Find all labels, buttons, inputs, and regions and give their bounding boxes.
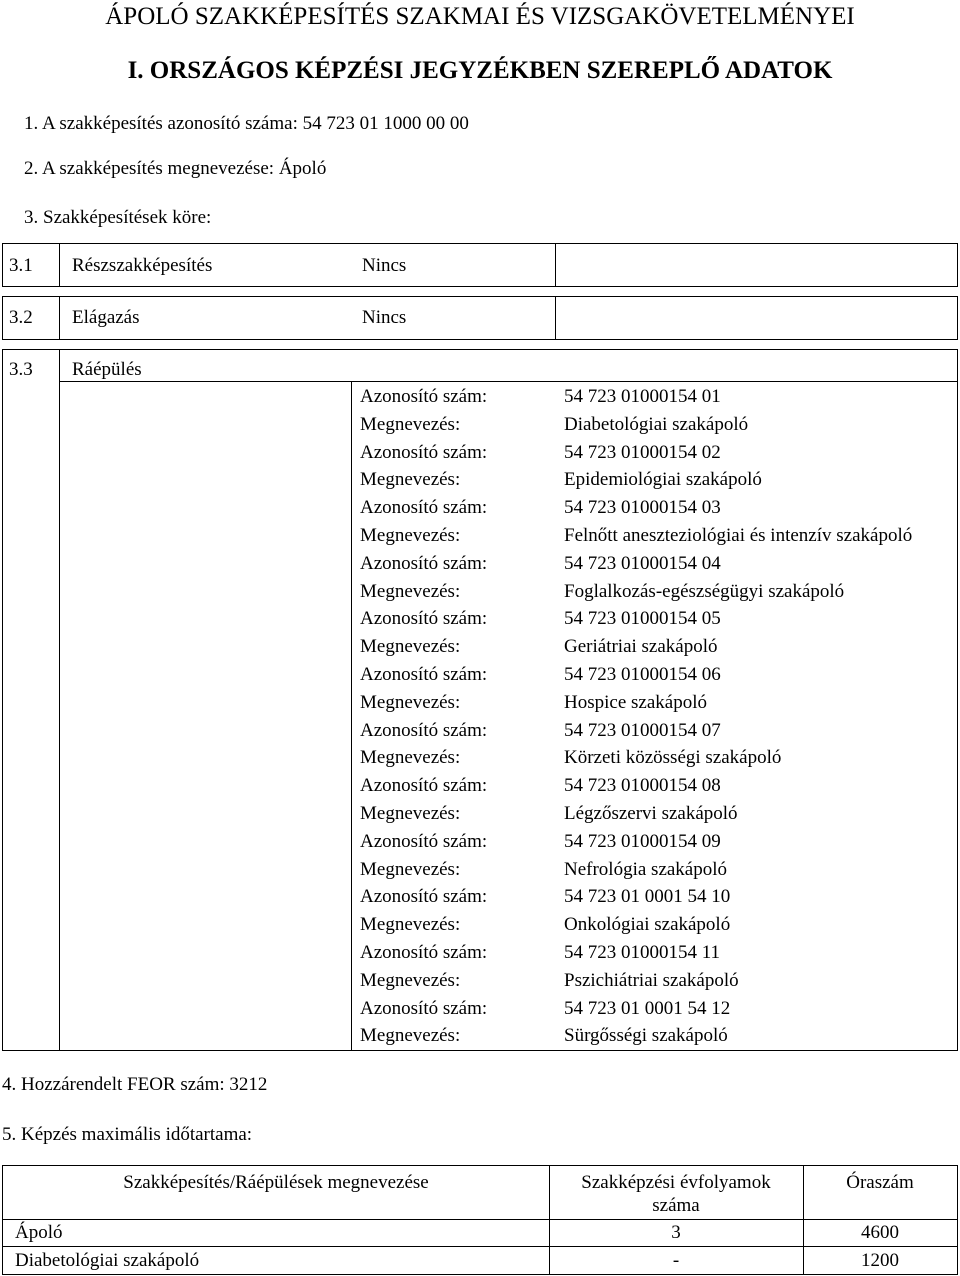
duration-table: [2, 1165, 958, 1275]
row-1-name: Ápoló: [15, 1222, 63, 1243]
raepules-id-value: 54 723 01000154 02: [564, 441, 721, 463]
raepules-name-value: Légzőszervi szakápoló: [564, 803, 738, 824]
raepules-id-value: 54 723 01000154 04: [564, 552, 721, 574]
raepules-name-value: Felnőtt aneszteziológiai és intenzív szakápoló: [564, 525, 913, 546]
qualification-id-line: 1. A szakképesítés azonosító száma: 54 723 01 1000 00 00: [24, 113, 469, 134]
raepules-name-label: Megnevezés:: [360, 691, 461, 713]
raepules-name-label: Megnevezés:: [360, 747, 461, 769]
raepules-name-label: Megnevezés:: [360, 858, 461, 880]
row-3-1-value: Nincs: [362, 255, 407, 276]
row-3-2-label: Elágazás: [72, 307, 140, 328]
row-3-2-value: Nincs: [362, 307, 407, 328]
raepules-id-label: Azonosító szám:: [360, 830, 488, 852]
raepules-id-value: 54 723 01000154 06: [564, 664, 721, 685]
raepules-name-label: Megnevezés:: [360, 413, 461, 435]
raepules-id-value: 54 723 01000154 07: [564, 719, 721, 741]
raepules-id-label: Azonosító szám:: [360, 386, 488, 407]
document-title: ÁPOLÓ SZAKKÉPESÍTÉS SZAKMAI ÉS VIZSGAKÖVETELMÉNYEI: [105, 3, 855, 30]
raepules-id-label: Azonosító szám:: [360, 497, 488, 519]
raepules-id-value: 54 723 01000154 11: [564, 942, 721, 963]
raepules-name-label: Megnevezés:: [360, 969, 461, 991]
raepules-name-label: Megnevezés:: [360, 914, 461, 936]
raepules-id-label: Azonosító szám:: [360, 552, 488, 574]
raepules-name-value: Sürgősségi szakápoló: [564, 1025, 728, 1047]
raepules-name-value: Epidemiológiai szakápoló: [564, 469, 762, 491]
row-3-3-label: Ráépülés: [72, 359, 142, 380]
document-subtitle: I. ORSZÁGOS KÉPZÉSI JEGYZÉKBEN SZEREPLŐ ADATOK: [127, 57, 833, 84]
raepules-id-value: 54 723 01000154 09: [564, 830, 721, 852]
raepules-name-value: Onkológiai szakápoló: [564, 914, 731, 936]
raepules-name-label: Megnevezés:: [360, 1025, 461, 1047]
raepules-id-label: Azonosító szám:: [360, 664, 488, 685]
max-duration-line: 5. Képzés maximális időtartama:: [2, 1124, 253, 1145]
header-years-line2: száma: [652, 1195, 700, 1216]
row-1-hours: 4600: [861, 1222, 899, 1243]
raepules-name-value: Geriátriai szakápoló: [564, 636, 718, 658]
raepules-id-value: 54 723 01 0001 54 10: [564, 886, 731, 908]
row-2-hours: 1200: [861, 1250, 899, 1271]
raepules-name-value: Nefrológia szakápoló: [564, 858, 728, 880]
raepules-id-label: Azonosító szám:: [360, 608, 488, 630]
raepules-id-value: 54 723 01000154 05: [564, 608, 721, 630]
raepules-id-label: Azonosító szám:: [360, 997, 488, 1019]
row-3-3-number: 3.3: [9, 359, 33, 380]
raepules-name-value: Pszichiátriai szakápoló: [564, 969, 739, 991]
header-hours: Óraszám: [846, 1172, 914, 1193]
raepules-name-label: Megnevezés:: [360, 580, 461, 602]
row-3-2-box: [2, 296, 958, 340]
raepules-id-value: 54 723 01000154 08: [564, 775, 721, 797]
raepules-name-value: Foglalkozás-egészségügyi szakápoló: [564, 580, 845, 602]
qualification-scope-line: 3. Szakképesítések köre:: [24, 207, 212, 228]
row-3-1-label: Részszakképesítés: [72, 255, 213, 276]
row-1-years: 3: [671, 1222, 681, 1243]
row-3-1-number: 3.1: [9, 255, 33, 276]
row-3-1-box: [2, 243, 958, 287]
raepules-name-value: Körzeti közösségi szakápoló: [564, 747, 782, 769]
raepules-id-value: 54 723 01000154 03: [564, 497, 721, 519]
row-2-name: Diabetológiai szakápoló: [15, 1250, 200, 1271]
raepules-id-label: Azonosító szám:: [360, 719, 488, 741]
raepules-name-label: Megnevezés:: [360, 636, 461, 658]
raepules-name-label: Megnevezés:: [360, 525, 461, 546]
raepules-name-value: Diabetológiai szakápoló: [564, 413, 749, 435]
raepules-name-value: Hospice szakápoló: [564, 691, 707, 713]
qualification-name-line: 2. A szakképesítés megnevezése: Ápoló: [24, 158, 327, 179]
raepules-id-label: Azonosító szám:: [360, 886, 488, 908]
raepules-id-value: 54 723 01000154 01: [564, 386, 721, 407]
header-qualification-name: Szakképesítés/Ráépülések megnevezése: [123, 1172, 429, 1193]
row-3-2-number: 3.2: [9, 307, 33, 328]
raepules-id-label: Azonosító szám:: [360, 441, 488, 463]
raepules-id-label: Azonosító szám:: [360, 775, 488, 797]
raepules-id-value: 54 723 01 0001 54 12: [564, 997, 731, 1019]
header-years-line1: Szakképzési évfolyamok: [581, 1172, 771, 1193]
raepules-id-label: Azonosító szám:: [360, 942, 488, 963]
raepules-name-label: Megnevezés:: [360, 469, 461, 491]
row-2-years: -: [672, 1250, 680, 1271]
feor-number-line: 4. Hozzárendelt FEOR szám: 3212: [2, 1074, 268, 1095]
raepules-name-label: Megnevezés:: [360, 803, 461, 824]
